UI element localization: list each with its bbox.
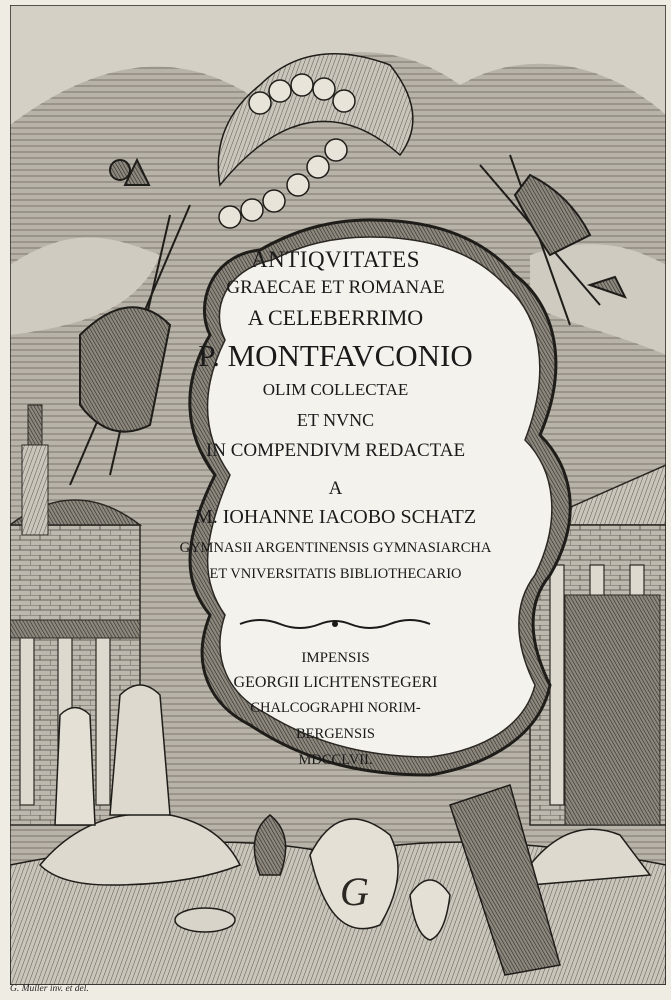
title-line-5: OLIM COLLECTAE — [262, 380, 409, 399]
imprint-line-1: IMPENSIS — [301, 650, 370, 666]
imprint-line-5: MDCCLVII. — [298, 752, 373, 768]
title-line-10: GYMNASII ARGENTINENSIS GYMNASIARCHA — [179, 540, 492, 556]
title-line-4: P. MONTFAVCONIO — [198, 338, 473, 373]
title-line-2: GRAECAE ET ROMANAE — [226, 277, 445, 298]
title-line-7: IN COMPENDIVM REDACTAE — [205, 440, 466, 461]
imprint-line-2: GEORGII LICHTENSTEGERI — [233, 674, 438, 691]
title-line-1: ANTIQVITATES — [251, 247, 420, 272]
svg-text:G: G — [340, 869, 369, 914]
bowl — [175, 908, 235, 932]
title-line-6: ET NVNC — [296, 410, 375, 430]
imprint-line-4: BERGENSIS — [296, 726, 375, 742]
title-line-3: A CELEBERRIMO — [247, 305, 424, 330]
title-line-11: ET VNIVERSITATIS BIBLIOTHECARIO — [209, 566, 462, 582]
flourish-divider — [235, 614, 435, 634]
imprint-line-3: CHALCOGRAPHI NORIM- — [250, 700, 421, 716]
title-line-8: A — [328, 478, 343, 499]
title-line-9: M. IOHANNE IACOBO SCHATZ — [194, 506, 477, 528]
engraver-credit: G. Muller inv. et del. — [10, 984, 89, 994]
